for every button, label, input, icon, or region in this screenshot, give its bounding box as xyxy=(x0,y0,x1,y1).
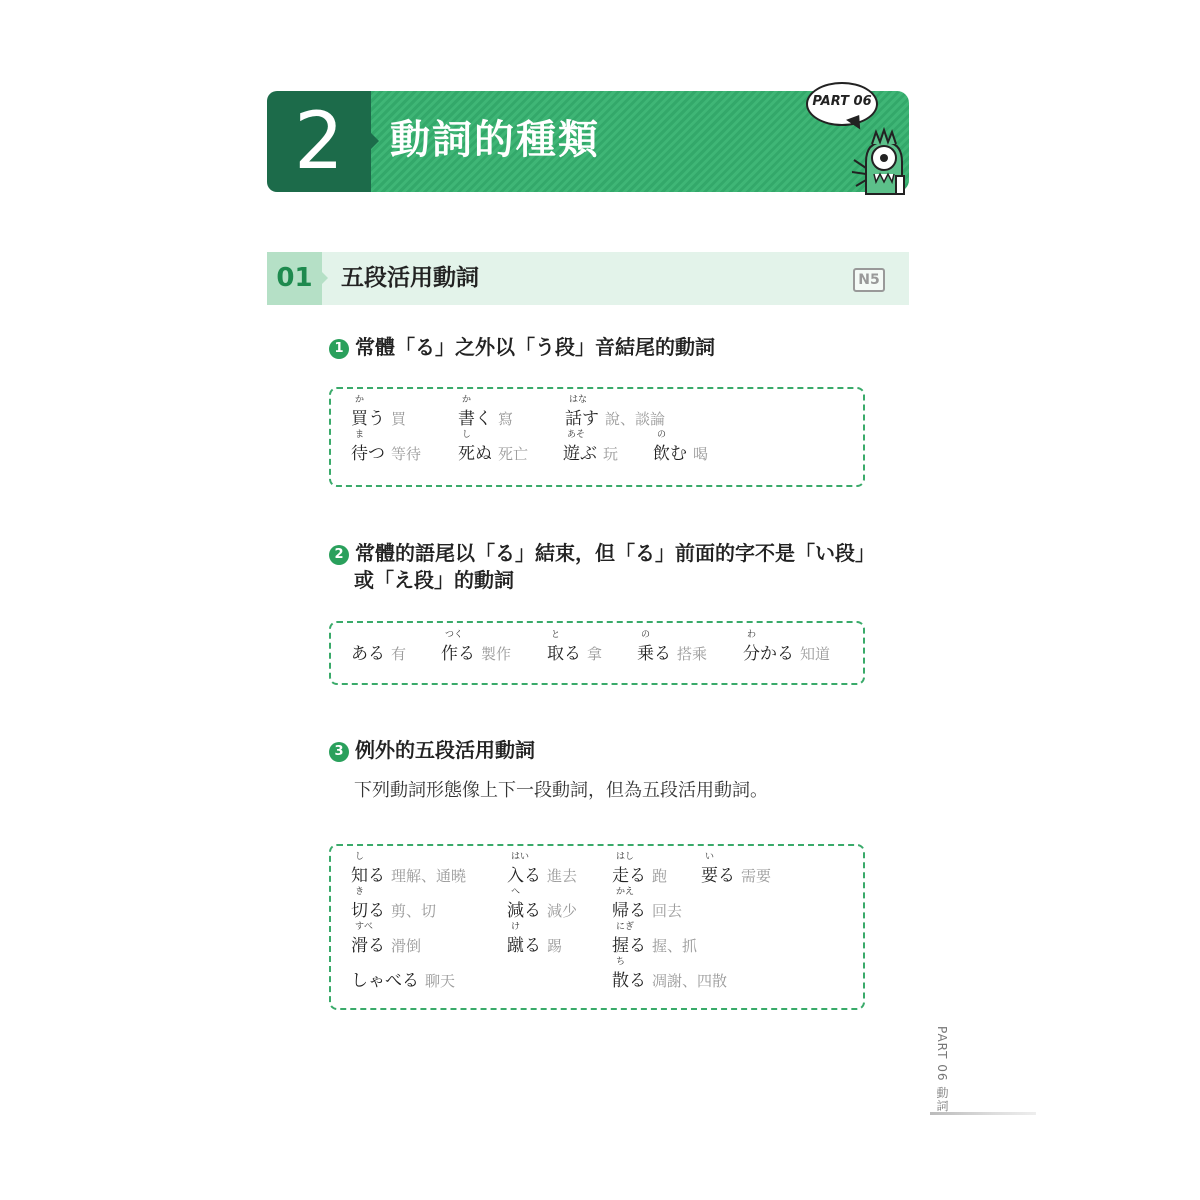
section-number-block xyxy=(267,252,322,305)
number-marker-icon: 1 xyxy=(329,339,349,359)
chapter-number: 2 xyxy=(294,97,344,187)
chapter-title: 動詞的種類 xyxy=(390,117,600,163)
vocab-item: はい 入る 進去 xyxy=(507,852,578,886)
example-box-2 xyxy=(329,621,865,685)
vocab-item: はし 走る 跑 xyxy=(612,852,668,886)
vocab-item: し 知る 理解、通曉 xyxy=(351,852,467,886)
level-badge: N5 xyxy=(853,268,885,292)
vocab-item: の 飲む 喝 xyxy=(653,430,709,464)
subsection-3-heading xyxy=(329,736,535,764)
example-box-3 xyxy=(329,844,865,1010)
subsection-2-title-line2: 或「え段」的動詞 xyxy=(354,568,514,592)
section-number: 01 xyxy=(276,263,313,293)
vocab-item: しゃべる 聊天 xyxy=(351,971,456,991)
vocab-item: にぎ 握る 握、抓 xyxy=(612,922,698,956)
vocab-item: か 買う 買 xyxy=(351,395,407,429)
subsection-2-heading xyxy=(329,539,875,567)
vocab-item: つく 作る 製作 xyxy=(441,630,512,664)
chapter-number-block xyxy=(267,91,371,192)
number-marker-icon: 2 xyxy=(329,545,349,565)
vocab-item: はな 話す 說、談論 xyxy=(565,395,666,429)
vocab-item: い 要る 需要 xyxy=(701,852,772,886)
part-label: PART 06 xyxy=(812,94,872,109)
side-tab-divider xyxy=(930,1112,1036,1115)
mascot-icon xyxy=(852,124,910,196)
vocab-item: へ 減る 減少 xyxy=(507,887,578,921)
example-box-1 xyxy=(329,387,865,487)
subsection-3-description: 下列動詞形態像上下一段動詞，但為五段活用動詞。 xyxy=(354,780,768,801)
number-marker-icon: 3 xyxy=(329,742,349,762)
side-tab-label: PART 06 動詞 xyxy=(935,1026,949,1113)
vocab-item: し 死ぬ 死亡 xyxy=(458,430,529,464)
vocab-item: き 切る 剪、切 xyxy=(351,887,437,921)
section-arrow-icon xyxy=(322,272,328,284)
vocab-item: わ 分かる 知道 xyxy=(743,630,831,664)
vocab-item: か 書く 寫 xyxy=(458,395,514,429)
vocab-item: ある 有 xyxy=(351,644,407,664)
subsection-2-title-line1: 常體的語尾以「る」結束，但「る」前面的字不是「い段」 xyxy=(355,541,875,565)
vocab-item: と 取る 拿 xyxy=(547,630,603,664)
subsection-3-title: 例外的五段活用動詞 xyxy=(355,738,535,762)
vocab-item: ち 散る 凋謝、四散 xyxy=(612,957,728,991)
vocab-item: の 乗る 搭乘 xyxy=(637,630,708,664)
vocab-item: かえ 帰る 回去 xyxy=(612,887,683,921)
vocab-item: け 蹴る 踢 xyxy=(507,922,563,956)
subsection-1-heading xyxy=(329,333,715,361)
chapter-arrow-icon xyxy=(369,131,379,151)
vocab-item: ま 待つ 等待 xyxy=(351,430,422,464)
section-title: 五段活用動詞 xyxy=(341,265,479,291)
vocab-item: あそ 遊ぶ 玩 xyxy=(563,430,619,464)
vocab-item: すべ 滑る 滑倒 xyxy=(351,922,422,956)
subsection-1-title: 常體「る」之外以「う段」音結尾的動詞 xyxy=(355,335,715,359)
